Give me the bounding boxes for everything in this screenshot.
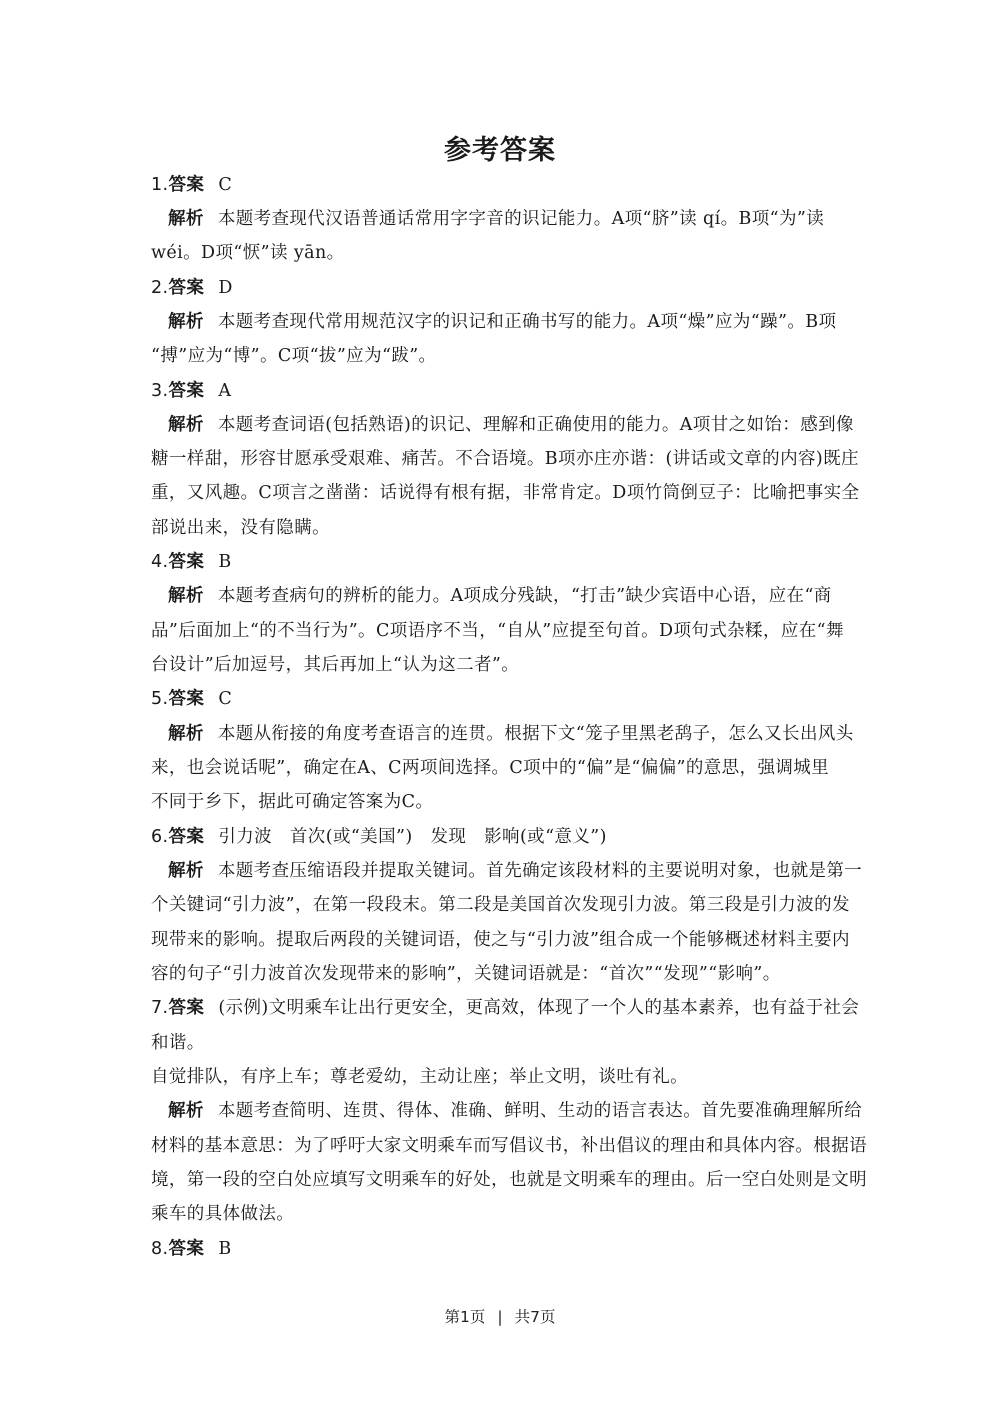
q3-analysis-line: 重，又风趣。C项言之凿凿：话说得有根有据，非常肯定。D项竹筒倒豆子：比喻把事实全 <box>151 483 860 503</box>
q6-analysis-line: 解析 本题考查压缩语段并提取关键词。首先确定该段材料的主要说明对象，也就是第一 <box>168 861 863 881</box>
q7-analysis-line: 境，第一段的空白处应填写文明乘车的好处，也就是文明乘车的理由。后一空白处则是文明 <box>151 1170 867 1190</box>
q4-analysis-line: 解析 本题考查病句的辨析的能力。A项成分残缺，“打击”缺少宾语中心语，应在“商 <box>168 586 832 606</box>
answer-label: 答案 <box>168 689 205 709</box>
q7-answer: 7.答案 (示例)文明乘车让出行更安全，更高效，体现了一个人的基本素养，也有益于社会 <box>151 998 860 1018</box>
analysis-label: 解析 <box>168 415 204 435</box>
q1-analysis-line: wéi。D项“恹”读 yān。 <box>151 243 345 263</box>
answer-label: 答案 <box>168 998 205 1018</box>
q3-analysis-line: 部说出来，没有隐瞒。 <box>151 518 330 538</box>
q1-analysis-line: 解析 本题考查现代汉语普通话常用字字音的识记能力。A项“脐”读 qí。B项“为”读 <box>168 209 825 229</box>
q4-analysis-line: 品”后面加上“的不当行为”。C项语序不当，“自从”应提至句首。D项句式杂糅，应在“舞 <box>151 621 844 641</box>
q3-analysis-line: 糖一样甜，形容甘愿承受艰难、痛苦。不合语境。B项亦庄亦谐：(讲话或文章的内容)既庄 <box>151 449 859 469</box>
q4-analysis-line: 台设计”后加逗号，其后再加上“认为这二者”。 <box>151 655 520 675</box>
page-title: 参考答案 <box>444 135 556 166</box>
footer-separator: | <box>497 1308 503 1326</box>
q2-analysis-line: 解析 本题考查现代常用规范汉字的识记和正确书写的能力。A项“燥”应为“躁”。B项 <box>168 312 837 332</box>
q7-analysis-line: 材料的基本意思：为了呼吁大家文明乘车而写倡议书，补出倡议的理由和具体内容。根据语 <box>151 1136 867 1156</box>
analysis-label: 解析 <box>168 312 204 332</box>
analysis-label: 解析 <box>168 861 204 881</box>
q7-answer-line: 自觉排队，有序上车；尊老爱幼，主动让座；举止文明，谈吐有礼。 <box>151 1067 688 1087</box>
q6-analysis-line: 个关键词“引力波”，在第一段段末。第二段是美国首次发现引力波。第三段是引力波的发 <box>151 895 850 915</box>
answer-label: 答案 <box>168 278 205 298</box>
q3-answer: 3.答案 A <box>151 381 232 401</box>
answer-label: 答案 <box>168 1239 205 1259</box>
q5-analysis-line: 来，也会说话呢”，确定在A、C两项间选择。C项中的“偏”是“偏偏”的意思，强调城里 <box>151 758 830 778</box>
analysis-label: 解析 <box>168 1101 204 1121</box>
page-total: 共7页 <box>514 1308 556 1326</box>
analysis-label: 解析 <box>168 209 204 229</box>
answer-label: 答案 <box>168 381 205 401</box>
q3-analysis-line: 解析 本题考查词语(包括熟语)的识记、理解和正确使用的能力。A项甘之如饴：感到像 <box>168 415 854 435</box>
answer-label: 答案 <box>168 552 205 572</box>
answer-label: 答案 <box>168 827 205 847</box>
q2-analysis-line: “搏”应为“博”。C项“拔”应为“跋”。 <box>151 346 437 366</box>
analysis-label: 解析 <box>168 724 204 744</box>
page-footer <box>0 1305 1000 1327</box>
q2-answer: 2.答案 D <box>151 278 233 298</box>
q6-analysis-line: 容的句子“引力波首次发现带来的影响”，关键词语就是：“首次”“发现”“影响”。 <box>151 964 781 984</box>
q6-answer: 6.答案 引力波 首次(或“美国”) 发现 影响(或“意义”) <box>151 827 607 847</box>
q4-answer: 4.答案 B <box>151 552 232 572</box>
q5-analysis-line: 不同于乡下，据此可确定答案为C。 <box>151 792 434 812</box>
answer-label: 答案 <box>168 175 205 195</box>
analysis-label: 解析 <box>168 586 204 606</box>
q8-answer: 8.答案 B <box>151 1239 232 1259</box>
q5-analysis-line: 解析 本题从衔接的角度考查语言的连贯。根据下文“笼子里黑老鸹子，怎么又长出风头 <box>168 724 854 744</box>
page-number: 第1页 <box>444 1308 486 1326</box>
q7-analysis-line: 解析 本题考查简明、连贯、得体、准确、鲜明、生动的语言表达。首先要准确理解所给 <box>168 1101 863 1121</box>
q6-analysis-line: 现带来的影响。提取后两段的关键词语，使之与“引力波”组合成一个能够概述材料主要内 <box>151 930 850 950</box>
q7-analysis-line: 乘车的具体做法。 <box>151 1204 295 1224</box>
q1-answer: 1.答案 C <box>151 175 233 195</box>
q7-answer-line: 和谐。 <box>151 1033 205 1053</box>
q5-answer: 5.答案 C <box>151 689 233 709</box>
